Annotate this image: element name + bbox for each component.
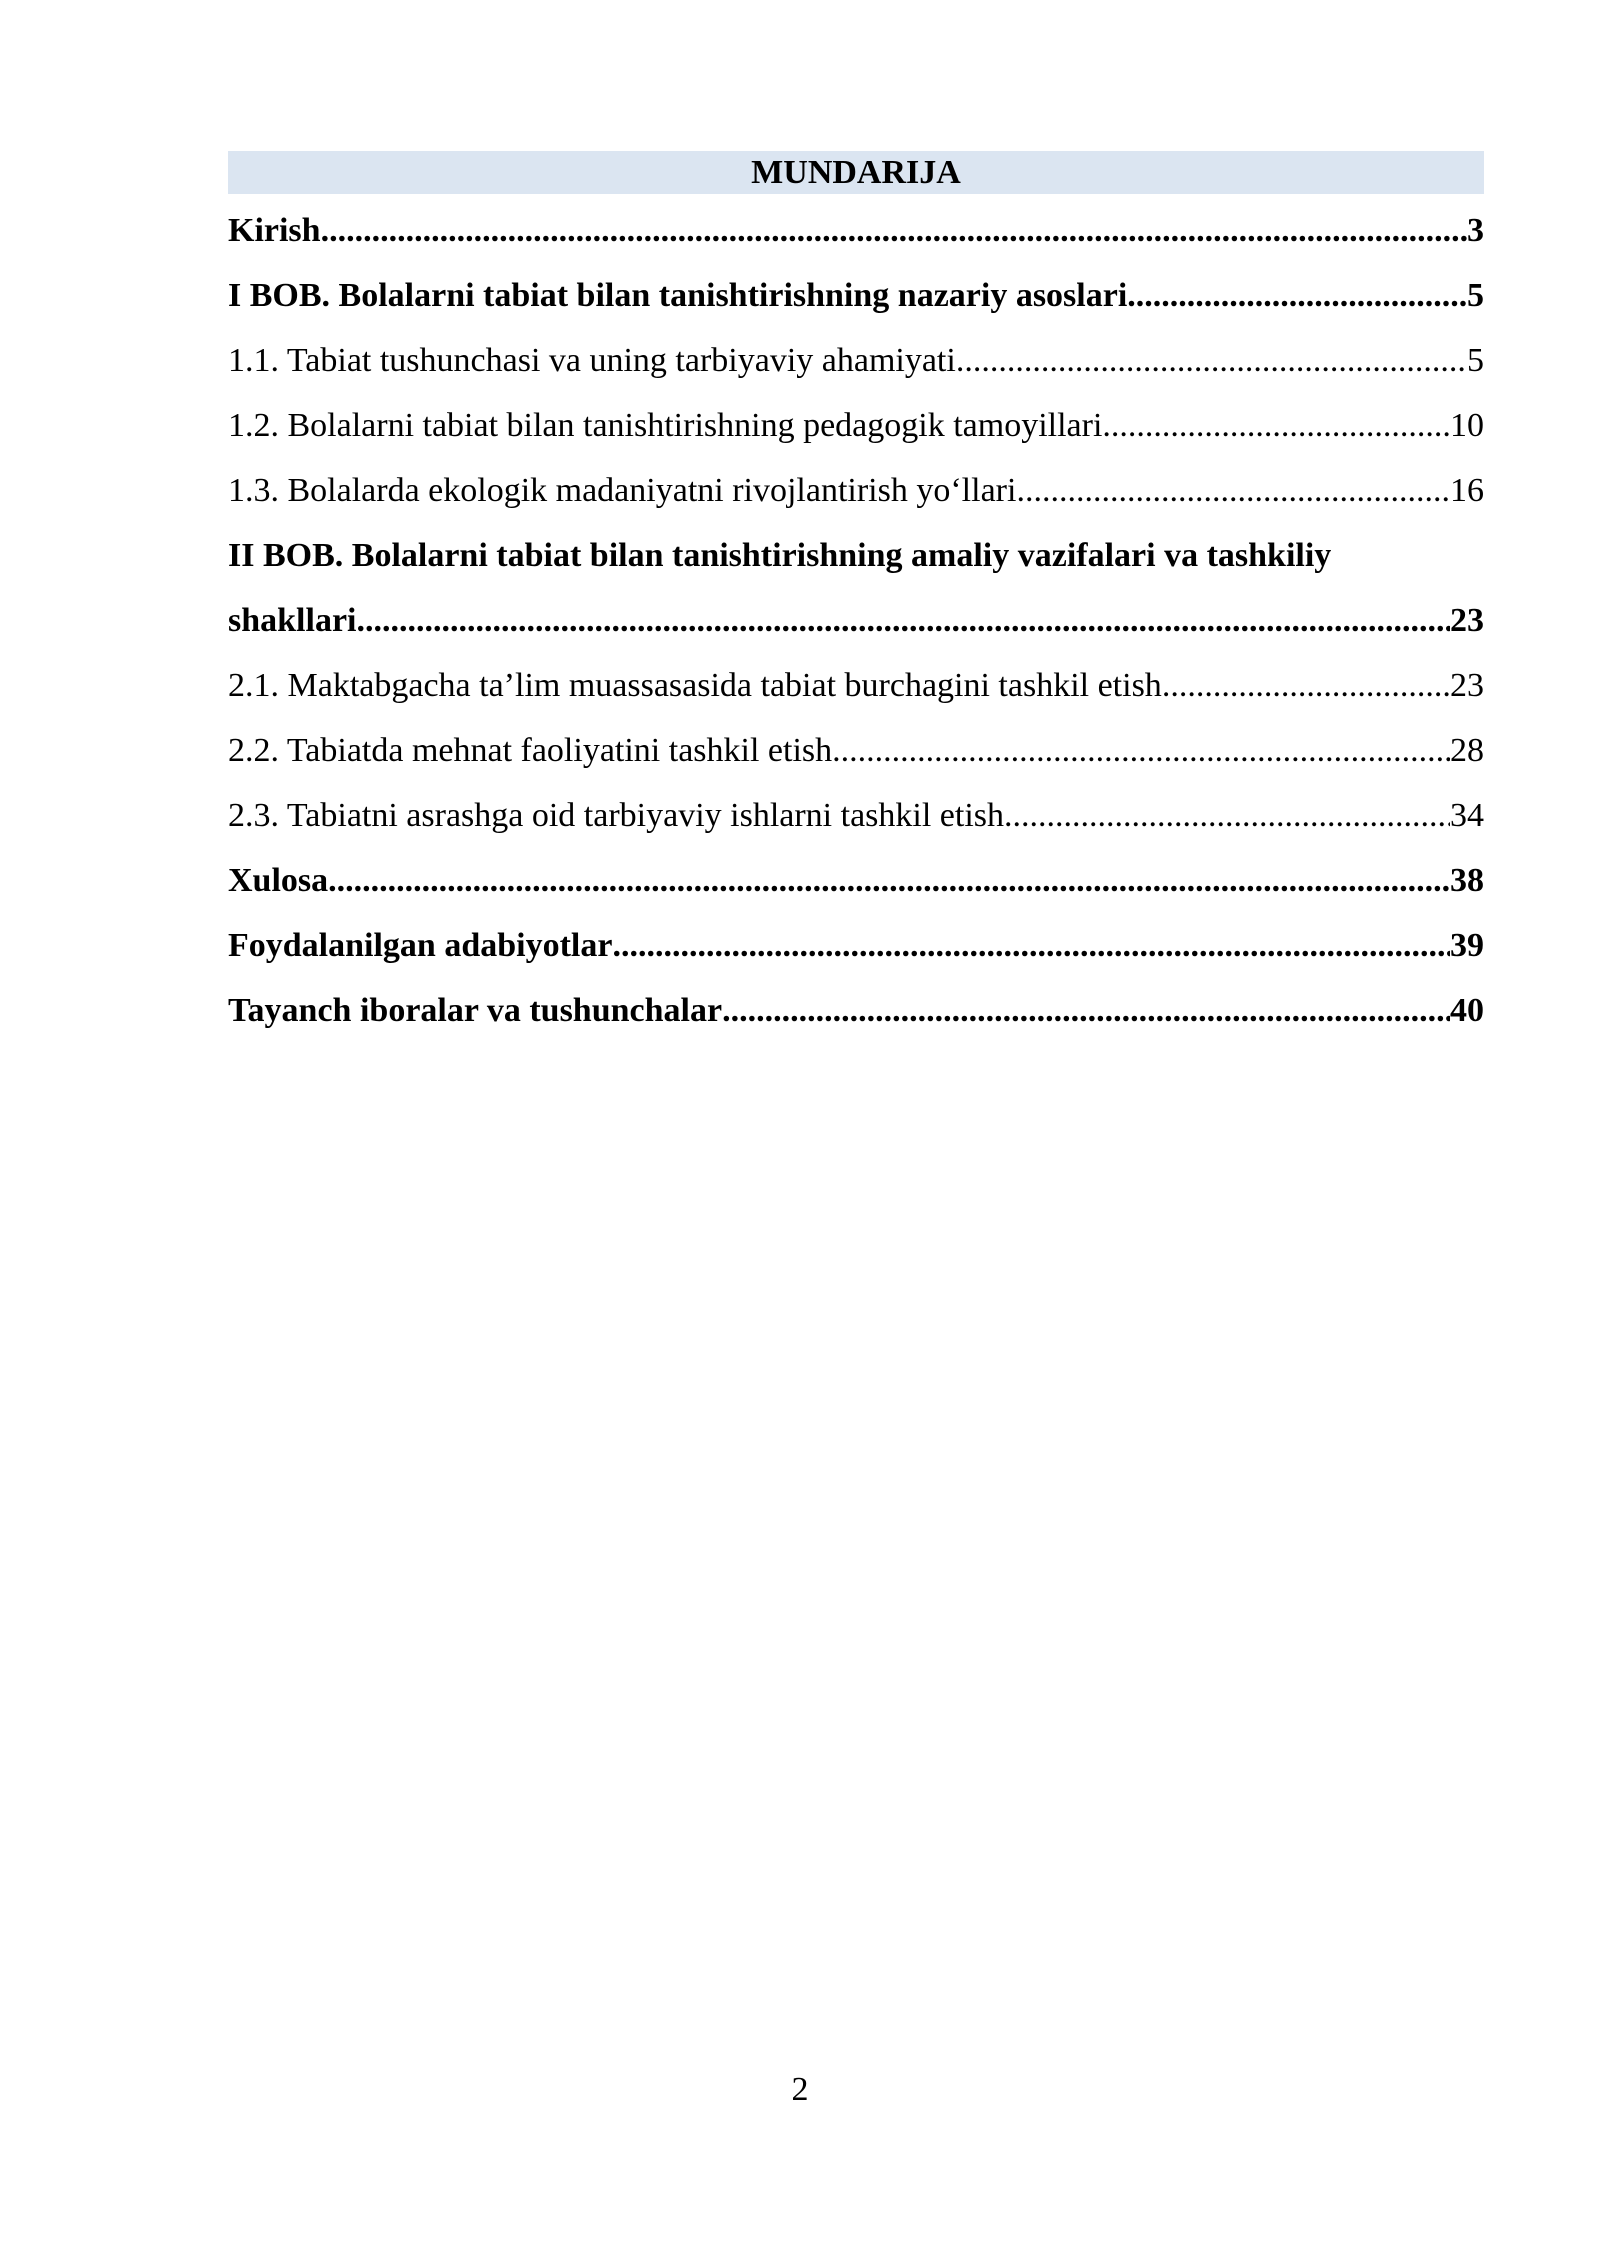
toc-entry-glossary[interactable] — [228, 978, 1484, 1043]
toc-entry-page: 10 — [1450, 407, 1484, 444]
toc-entry-title-line2: shakllari — [228, 602, 357, 639]
toc-entry-kirish[interactable] — [228, 198, 1484, 263]
dot-leader — [1016, 458, 1450, 523]
toc-entry-title: Foydalanilgan adabiyotlar — [228, 927, 613, 964]
toc-entry-title: Kirish — [228, 212, 321, 249]
toc-heading: MUNDARIJA — [228, 151, 1484, 194]
toc-entry-title: 1.1. Tabiat tushunchasi va uning tarbiyaviy ahamiyati — [228, 342, 956, 379]
dot-leader — [1004, 783, 1450, 848]
toc-entry-page: 40 — [1450, 992, 1484, 1029]
toc-entry-page: 38 — [1450, 862, 1484, 899]
toc-entry-page: 5 — [1467, 277, 1484, 314]
toc-entry-page: 23 — [1450, 667, 1484, 704]
table-of-contents — [228, 151, 1484, 1043]
toc-entry-references[interactable] — [228, 913, 1484, 978]
toc-entry-title: 1.2. Bolalarni tabiat bilan tanishtirishning pedagogik tamoyillari — [228, 407, 1103, 444]
toc-entry-xulosa[interactable] — [228, 848, 1484, 913]
dot-leader — [328, 848, 1450, 913]
toc-entry-title: 2.1. Maktabgacha ta’lim muassasasida tabiat burchagini tashkil etish — [228, 667, 1162, 704]
dot-leader — [612, 913, 1450, 978]
page-number: 2 — [791, 2071, 809, 2108]
toc-entry-title: 2.3. Tabiatni asrashga oid tarbiyaviy ishlarni tashkil etish — [228, 797, 1005, 834]
dot-leader — [321, 198, 1467, 263]
toc-entry-section-2-2[interactable] — [228, 718, 1484, 783]
dot-leader — [356, 588, 1450, 653]
toc-entry-title: 1.3. Bolalarda ekologik madaniyatni rivojlantirish yo‘llari — [228, 472, 1017, 509]
dot-leader — [956, 328, 1467, 393]
toc-entry-chapter-1[interactable] — [228, 263, 1484, 328]
toc-entry-page: 39 — [1450, 927, 1484, 964]
toc-entry-page: 16 — [1450, 472, 1484, 509]
toc-entry-section-1-3[interactable] — [228, 458, 1484, 523]
toc-entry-section-1-2[interactable] — [228, 393, 1484, 458]
toc-entry-title: 2.2. Tabiatda mehnat faoliyatini tashkil etish — [228, 732, 833, 769]
dot-leader — [1127, 263, 1467, 328]
dot-leader — [1162, 653, 1450, 718]
dot-leader — [832, 718, 1450, 783]
toc-entry-title-line2-row — [228, 588, 1484, 653]
toc-entry-title: Xulosa — [228, 862, 329, 899]
toc-entry-title: I BOB. Bolalarni tabiat bilan tanishtirishning nazariy asoslari — [228, 277, 1128, 314]
toc-entry-page: 3 — [1467, 212, 1484, 249]
dot-leader — [1102, 393, 1450, 458]
toc-entry-chapter-2[interactable] — [228, 523, 1484, 653]
dot-leader — [722, 978, 1450, 1043]
toc-entry-section-2-1[interactable] — [228, 653, 1484, 718]
toc-entry-title: Tayanch iboralar va tushunchalar — [228, 992, 723, 1029]
toc-entry-page: 34 — [1450, 797, 1484, 834]
toc-entry-page: 28 — [1450, 732, 1484, 769]
toc-entry-page: 23 — [1450, 602, 1484, 639]
toc-entry-section-2-3[interactable] — [228, 783, 1484, 848]
toc-entry-section-1-1[interactable] — [228, 328, 1484, 393]
toc-entries — [228, 198, 1484, 1043]
toc-entry-page: 5 — [1467, 342, 1484, 379]
toc-entry-title-line1: II BOB. Bolalarni tabiat bilan tanishtirishning amaliy vazifalari va tashkiliy — [228, 537, 1332, 574]
